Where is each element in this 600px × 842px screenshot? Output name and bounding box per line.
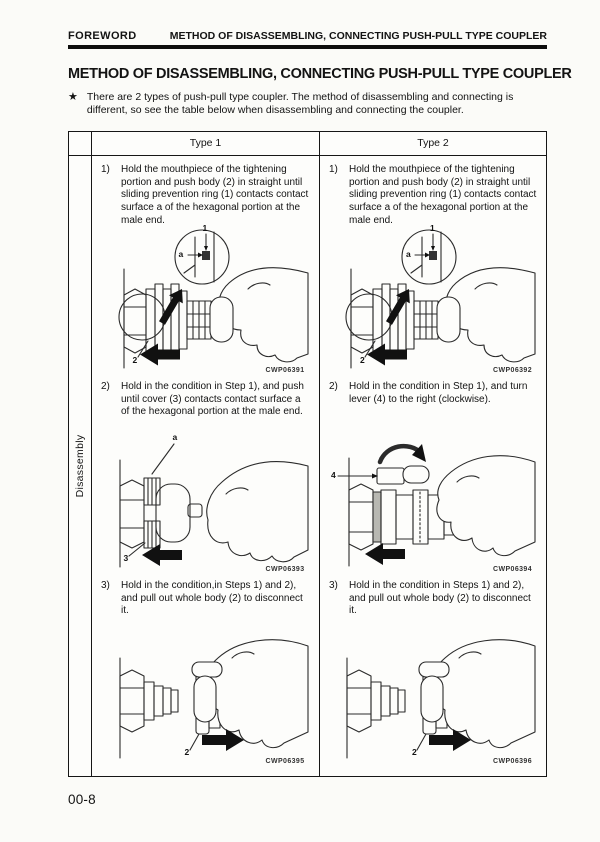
step-1-type2 — [329, 164, 537, 227]
header-rule — [68, 45, 547, 49]
figure-step3-type2 — [329, 618, 537, 766]
coupler-cover-illustration — [102, 426, 310, 574]
coupler-pullout-illustration — [329, 618, 537, 766]
step-number: 2) — [101, 381, 110, 393]
step-text: Hold in the condition,in Steps 1) and 2), and pull out whole body (2) to disconnect it. — [121, 580, 303, 617]
figure-step2-type2 — [329, 426, 537, 574]
running-header — [68, 30, 547, 42]
running-header-chapter: METHOD OF DISASSEMBLING, CONNECTING PUSH-PULL TYPE COUPLER — [169, 30, 547, 42]
step-text: Hold in the condition in Step 1), and turn lever (4) to the right (clockwise). — [349, 381, 528, 405]
figure-code: CWP06395 — [265, 757, 305, 765]
step-number: 1) — [329, 164, 338, 176]
step-number: 3) — [101, 580, 110, 592]
step-text: Hold in the condition in Step 1), and push until cover (3) contacts contact surface a of the hexagonal portion at the male end. — [121, 381, 304, 418]
step-3-type2 — [329, 580, 537, 618]
running-header-section: FOREWORD — [68, 30, 137, 42]
column-header-type2: Type 2 — [319, 132, 546, 156]
figure-code: CWP06394 — [493, 566, 532, 574]
inset-pointer-label: 1 — [202, 223, 208, 234]
part-label: 2 — [412, 746, 417, 757]
step-text: Hold the mouthpiece of the tightening portion and push body (2) in straight until sliding prevention ring (1) contacts contact surface a of the hexagonal portion at the male end. — [121, 164, 309, 226]
figure-step2-type1 — [102, 426, 310, 574]
figure-step1-type1 — [102, 223, 310, 375]
type2-column — [319, 156, 546, 776]
page-number: 00-8 — [68, 791, 96, 807]
row-label-disassembly: Disassembly — [74, 434, 86, 498]
coupler-push-illustration — [329, 227, 537, 375]
figure-step3-type1 — [102, 618, 310, 766]
procedure-table — [68, 131, 547, 777]
figure-code: CWP06396 — [493, 757, 532, 765]
page-title: METHOD OF DISASSEMBLING, CONNECTING PUSH-PULL TYPE COUPLER — [68, 65, 572, 82]
figure-code: CWP06393 — [265, 566, 305, 574]
step-number: 3) — [329, 580, 338, 592]
star-icon: ★ — [68, 90, 78, 103]
step-2-type2 — [329, 381, 537, 426]
inset-pointer-label: 1 — [430, 223, 435, 234]
surface-label: a — [172, 432, 178, 443]
part-label: 2 — [360, 355, 365, 366]
figure-code: CWP06392 — [493, 367, 532, 375]
step-text: Hold in the condition in Steps 1) and 2), and pull out whole body (2) to disconnect it. — [349, 580, 531, 617]
note — [68, 91, 547, 119]
surface-label: a — [178, 249, 184, 260]
part-label: 3 — [123, 553, 129, 564]
part-label: 4 — [331, 470, 336, 481]
column-header-type1: Type 1 — [91, 132, 319, 156]
coupler-lever-illustration — [329, 426, 537, 574]
step-text: Hold the mouthpiece of the tightening portion and push body (2) in straight until sliding prevention ring (1) contacts contact surface a of the hexagonal portion at the male end. — [349, 164, 537, 226]
note-text: There are 2 types of push-pull type coupler. The method of disassembling and connecting is different, so see the table below when disassembling and connecting the coupler. — [86, 90, 514, 117]
step-number: 2) — [329, 381, 338, 393]
step-1-type1 — [101, 164, 310, 227]
figure-code: CWP06391 — [265, 367, 305, 375]
type1-column — [91, 156, 319, 776]
part-label: 2 — [132, 355, 138, 366]
part-label: 2 — [184, 746, 190, 757]
surface-label: a — [406, 249, 411, 260]
row-label-cell — [69, 156, 91, 776]
coupler-push-illustration — [102, 227, 310, 375]
table-corner-cell — [69, 132, 91, 156]
figure-step1-type2 — [329, 223, 537, 375]
coupler-pullout-illustration — [102, 618, 310, 766]
step-number: 1) — [101, 164, 110, 176]
step-3-type1 — [101, 580, 310, 618]
step-2-type1 — [101, 381, 310, 426]
